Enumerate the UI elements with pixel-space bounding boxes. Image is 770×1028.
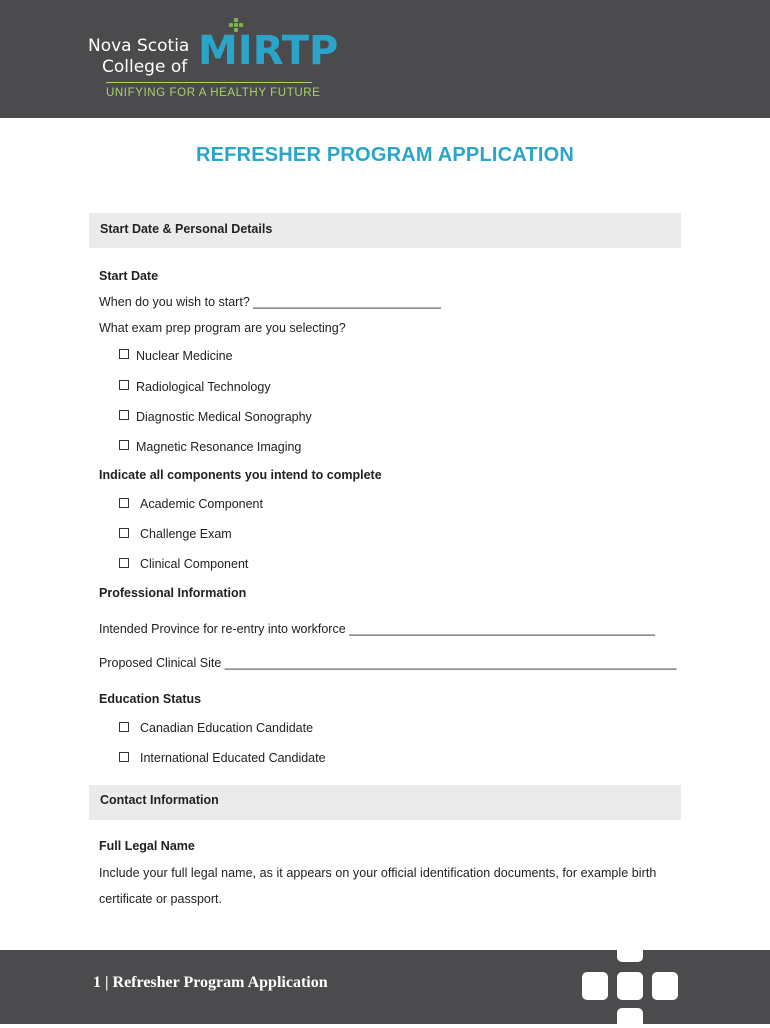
section-heading-personal: Start Date & Personal Details (89, 213, 681, 248)
checkbox-diagnostic-sonography[interactable] (119, 410, 129, 420)
education-option: International Educated Candidate (140, 751, 326, 765)
component-option: Academic Component (140, 497, 263, 511)
clinical-site-field[interactable]: Proposed Clinical Site _________________________________________________________________ (99, 656, 677, 670)
header-bar (0, 0, 770, 118)
logo-college-text (88, 36, 189, 78)
footer-bar (0, 950, 770, 1024)
logo-rule (106, 82, 312, 83)
component-option: Challenge Exam (140, 527, 232, 541)
program-option: Nuclear Medicine (136, 349, 233, 363)
checkbox-magnetic-resonance[interactable] (119, 440, 129, 450)
checkbox-clinical-component[interactable] (119, 558, 129, 568)
education-status-label: Education Status (99, 692, 202, 706)
checkbox-challenge-exam[interactable] (119, 528, 129, 538)
province-field[interactable]: Intended Province for re-entry into workforce ____________________________________________ (99, 622, 655, 636)
program-option: Diagnostic Medical Sonography (136, 410, 312, 424)
start-date-label: Start Date (99, 269, 159, 283)
legal-name-instruction-line2: certificate or passport. (99, 892, 222, 906)
page-title: REFRESHER PROGRAM APPLICATION (195, 144, 575, 166)
checkbox-nuclear-medicine[interactable] (119, 349, 129, 359)
components-label: Indicate all components you intend to complete (99, 468, 382, 482)
program-option: Magnetic Resonance Imaging (136, 440, 302, 454)
section-heading-contact: Contact Information (89, 785, 681, 820)
legal-name-label: Full Legal Name (99, 839, 195, 853)
program-option: Radiological Technology (136, 380, 271, 394)
legal-name-instruction-line1: Include your full legal name, as it appears on your official identification documents, for example birth (99, 866, 657, 880)
checkbox-international-education[interactable] (119, 752, 129, 762)
logo-brand: MIRTP (198, 28, 339, 74)
checkbox-canadian-education[interactable] (119, 722, 129, 732)
mirtp-logo (88, 14, 348, 106)
footer-page-label: 1 | Refresher Program Application (93, 974, 328, 991)
professional-info-label: Professional Information (99, 586, 247, 600)
logo-line1: Nova Scotia (88, 36, 190, 56)
logo-tagline: UNIFYING FOR A HEALTHY FUTURE (106, 87, 321, 99)
checkbox-academic-component[interactable] (119, 498, 129, 508)
component-option: Clinical Component (140, 557, 249, 571)
checkbox-radiological-technology[interactable] (119, 380, 129, 390)
education-option: Canadian Education Candidate (140, 721, 314, 735)
start-date-field[interactable]: When do you wish to start? ___________________________ (99, 295, 441, 309)
exam-question: What exam prep program are you selecting? (99, 321, 346, 335)
logo-line2: College of (102, 57, 188, 77)
